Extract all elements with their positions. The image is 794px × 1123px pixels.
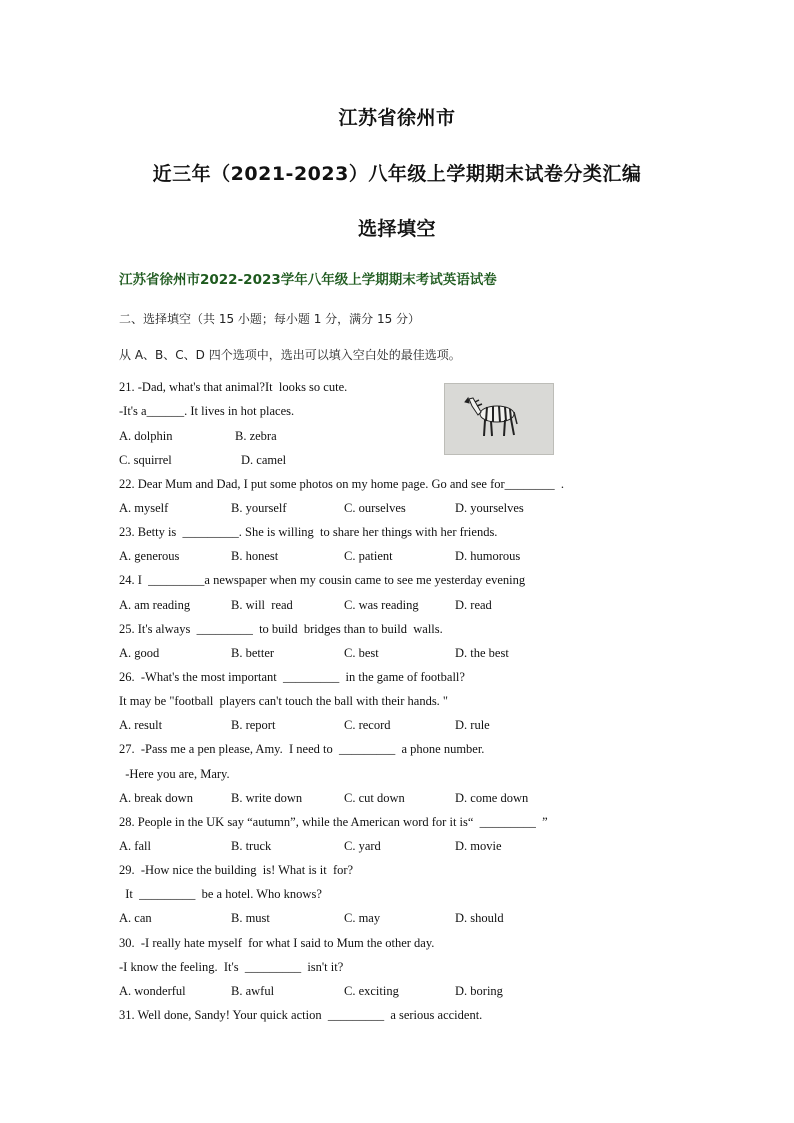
question-30-line2: -I know the feeling. It's _________ isn't it? — [119, 960, 344, 974]
option: C. ourselves — [344, 501, 406, 515]
zebra-icon — [445, 384, 553, 454]
doc-title-region: 江苏省徐州市 — [338, 107, 456, 129]
option: D. read — [455, 598, 492, 612]
option: B. truck — [231, 839, 272, 853]
option: C. exciting — [344, 984, 399, 998]
option: A. wonderful — [119, 984, 186, 998]
option: B. must — [231, 911, 270, 925]
question-26-line2: It may be "football players can't touch the ball with their hands. " — [119, 694, 449, 708]
option: C. was reading — [344, 598, 419, 612]
option: C. yard — [344, 839, 381, 853]
option: B. awful — [231, 984, 275, 998]
option: C. may — [344, 911, 381, 925]
option: A. fall — [119, 839, 151, 853]
option: B. report — [231, 718, 276, 732]
option: C. cut down — [344, 791, 405, 805]
option: D. camel — [241, 453, 287, 467]
option: C. patient — [344, 549, 393, 563]
option: D. yourselves — [455, 501, 524, 515]
option: A. can — [119, 911, 152, 925]
part-heading: 二、选择填空（共 15 小题；每小题 1 分，满分 15 分） — [119, 312, 421, 326]
option: B. zebra — [235, 429, 277, 443]
option: A. myself — [119, 501, 169, 515]
option: A. generous — [119, 549, 180, 563]
option: D. movie — [455, 839, 502, 853]
question-22: 22. Dear Mum and Dad, I put some photos on my home page. Go and see for________ . — [119, 477, 565, 491]
question-29-line1: 29. -How nice the building is! What is it for? — [119, 863, 354, 877]
instruction-text: 从 A、B、C、D 四个选项中，选出可以填入空白处的最佳选项。 — [119, 348, 461, 362]
option: D. rule — [455, 718, 490, 732]
zebra-image — [444, 383, 554, 455]
exam-heading: 江苏省徐州市2022-2023学年八年级上学期期末考试英语试卷 — [119, 272, 497, 288]
doc-title-topic: 选择填空 — [357, 218, 436, 240]
option: D. humorous — [455, 549, 521, 563]
option: D. the best — [455, 646, 509, 660]
question-28: 28. People in the UK say “autumn”, while the American word for it is“ _________ ” — [119, 815, 548, 829]
option: A. am reading — [119, 598, 191, 612]
question-26-line1: 26. -What's the most important _________ in the game of football? — [119, 670, 465, 684]
option: B. better — [231, 646, 275, 660]
option: C. best — [344, 646, 379, 660]
option: B. yourself — [231, 501, 287, 515]
question-27-line2: -Here you are, Mary. — [119, 767, 230, 781]
question-21-line1: 21. -Dad, what's that animal?It looks so cute. — [119, 380, 348, 394]
option: B. write down — [231, 791, 303, 805]
question-31: 31. Well done, Sandy! Your quick action _________ a serious accident. — [119, 1008, 483, 1022]
option: A. dolphin — [119, 429, 173, 443]
option: A. result — [119, 718, 163, 732]
option: A. break down — [119, 791, 193, 805]
question-24: 24. I _________a newspaper when my cousin came to see me yesterday evening — [119, 573, 526, 587]
question-29-line2: It _________ be a hotel. Who knows? — [119, 887, 322, 901]
option: C. record — [344, 718, 391, 732]
option: D. boring — [455, 984, 503, 998]
question-27-line1: 27. -Pass me a pen please, Amy. I need to _________ a phone number. — [119, 742, 485, 756]
question-21-line2: -It's a______. It lives in hot places. — [119, 404, 295, 418]
option: C. squirrel — [119, 453, 172, 467]
option: B. honest — [231, 549, 279, 563]
option: D. should — [455, 911, 504, 925]
question-25: 25. It's always _________ to build bridges than to build walls. — [119, 622, 443, 636]
option: A. good — [119, 646, 160, 660]
question-23: 23. Betty is _________. She is willing to share her things with her friends. — [119, 525, 498, 539]
doc-title-main: 近三年（2021-2023）八年级上学期期末试卷分类汇编 — [152, 163, 642, 185]
question-30-line1: 30. -I really hate myself for what I said to Mum the other day. — [119, 936, 435, 950]
option: B. will read — [231, 598, 293, 612]
option: D. come down — [455, 791, 529, 805]
